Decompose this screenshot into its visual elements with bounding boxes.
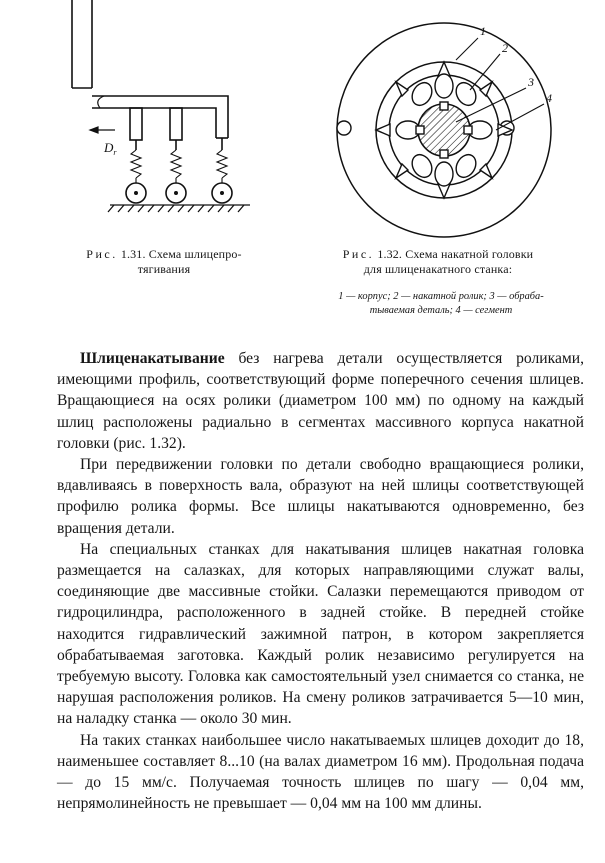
paragraph-1: Шлиценакатывание без нагрева детали осуществляется роликами, имеющими профиль, соответствующий форме поперечного сечения шлицев. Вращающиеся на осях ролики (диаметром 100 мм) по одному на каждый шлиц расположены радиально в сегментах массивного корпуса накатной головки (рис. 1.32).	[57, 350, 584, 452]
paragraph-4: На таких станках наибольшее число накатываемых шлицев доходит до 18, наименьшее составляет 8...10 (на валах диаметром 16 мм). Продольная подача — до 15 мм/с. Получаемая точность шлицев по шагу — 0,04 мм, непрямолинейность не превышает — 0,04 мм на 100 мм длины.	[57, 731, 584, 813]
callout-1: 1	[480, 24, 486, 38]
figure-1-32-caption: Рис. 1.32. Схема накатной головки для шлиценакатного станка:	[342, 247, 534, 276]
figure-1-32-rolling-head-diagram	[330, 18, 590, 243]
body-text	[57, 348, 584, 814]
term-spline-rolling: Шлиценакатывание	[80, 350, 225, 367]
paragraph-3: На специальных станках для накатывания шлицев накатная головка размещается на салазках, для которых направляющими служат валы, соединяющие две массивные стойки. Салазки перемещаются приводом от гидроцилиндра, расположенного в задней стойке. В передней стойке находится гидравлический зажимной патрон, в котором закрепляется обрабатываемая заготовка. Каждый ролик независимо регулируется на требуемую высоту. Головка как самостоятельный узел снимается со станка, не нарушая расположения роликов. На смену роликов затрачивается 5—10 мин, на наладку станка — около 30 мин.	[57, 540, 584, 728]
figure-1-31-caption: Рис. 1.31. Схема шлицепро- тягивания	[86, 247, 242, 276]
figure-1-31-broaching-diagram	[60, 0, 260, 232]
callout-4: 4	[546, 91, 552, 105]
callout-3: 3	[528, 75, 534, 89]
feed-label: $D_r$	[104, 140, 117, 157]
figure-1-32-legend: 1 — корпус; 2 — накатной ролик; 3 — обраба- тываемая деталь; 4 — сегмент	[338, 291, 544, 316]
paragraph-2: При передвижении головки по детали свободно вращающиеся ролики, вдавливаясь в поверхность вала, образуют на ней шлицы соответствующей профилю ролика формы. Все шлицы накатываются одновременно, без вращения детали.	[57, 456, 584, 537]
callout-2: 2	[502, 41, 508, 55]
